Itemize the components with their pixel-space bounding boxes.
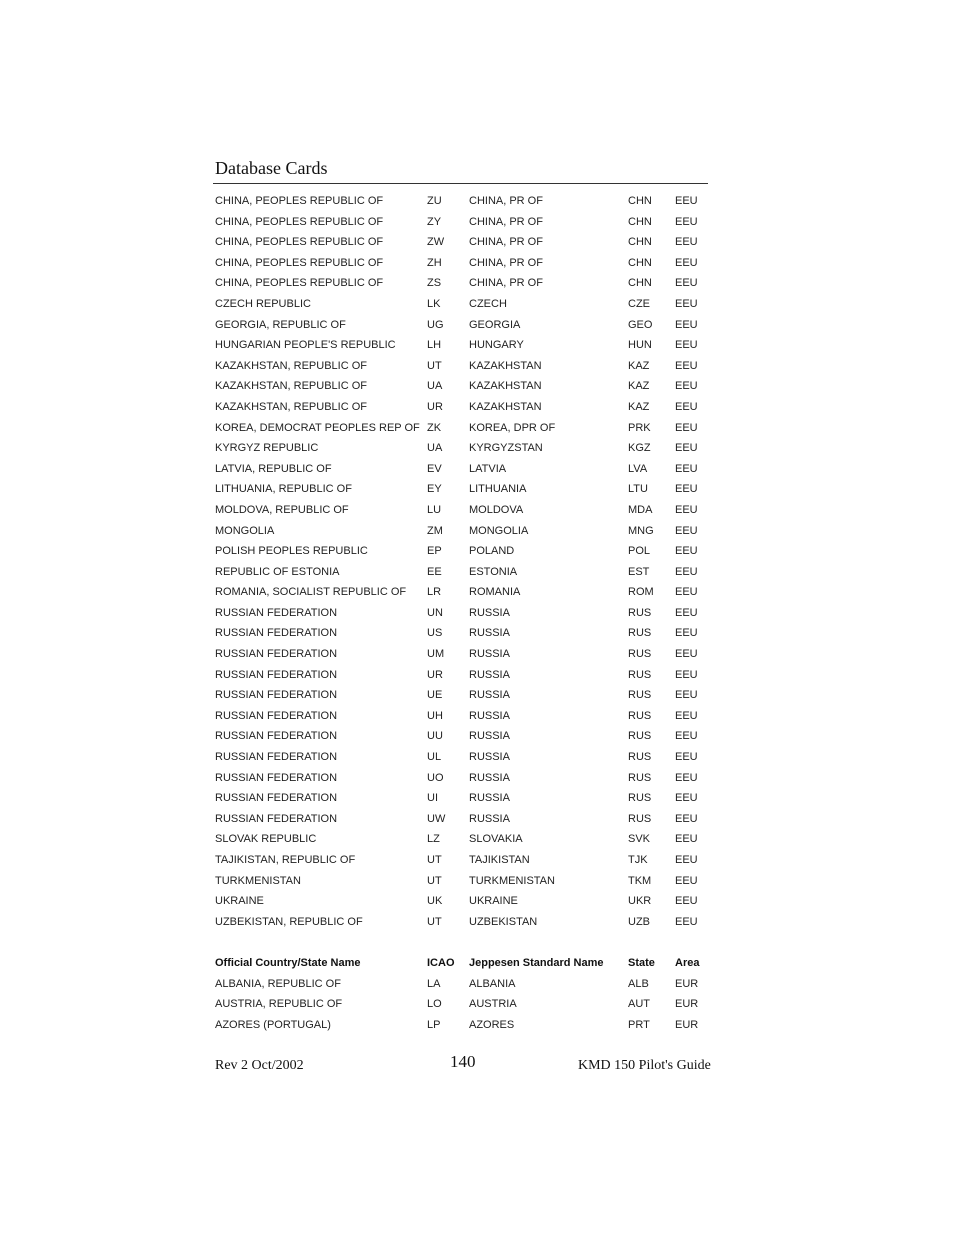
cell-jeppesen-name: RUSSIA	[469, 668, 510, 681]
cell-area-code: EEU	[675, 586, 698, 599]
cell-country-name: GEORGIA, REPUBLIC OF	[215, 318, 346, 331]
cell-country-name: KAZAKHSTAN, REPUBLIC OF	[215, 380, 367, 393]
table-row	[215, 582, 710, 603]
cell-area-code: EEU	[675, 236, 698, 249]
column-header-jeppesen: Jeppesen Standard Name	[469, 956, 604, 969]
cell-country-name: RUSSIAN FEDERATION	[215, 751, 338, 764]
cell-icao-code: UO	[427, 771, 444, 784]
cell-icao-code: EP	[427, 545, 442, 558]
cell-state-code: CZE	[628, 297, 650, 310]
cell-jeppesen-name: RUSSIA	[469, 606, 510, 619]
table-body-eur	[215, 974, 710, 1036]
title-rule	[213, 183, 708, 184]
cell-jeppesen-name: TAJIKISTAN	[469, 854, 530, 866]
cell-jeppesen-name: UZBEKISTAN	[469, 915, 538, 928]
cell-icao-code: ZM	[427, 524, 443, 537]
cell-jeppesen-name: POLAND	[469, 545, 515, 558]
table-row	[215, 212, 710, 233]
cell-jeppesen-name: KAZAKHSTAN	[469, 359, 542, 372]
cell-jeppesen-name: AUSTRIA	[469, 998, 517, 1011]
table-row	[215, 191, 710, 212]
cell-jeppesen-name: MOLDOVA	[469, 503, 524, 516]
footer-revision: Rev 2 Oct/2002	[215, 1058, 304, 1073]
cell-state-code: RUS	[628, 771, 652, 784]
cell-icao-code: EV	[427, 462, 442, 475]
cell-jeppesen-name: RUSSIA	[469, 812, 510, 825]
table-row	[215, 685, 710, 706]
cell-state-code: TJK	[628, 854, 648, 866]
cell-jeppesen-name: CHINA, PR OF	[469, 215, 543, 228]
table-row	[215, 809, 710, 830]
cell-icao-code: UG	[427, 318, 444, 331]
table-row	[215, 397, 710, 418]
cell-icao-code: LZ	[427, 833, 440, 846]
cell-area-code: EEU	[675, 751, 698, 764]
cell-jeppesen-name: ESTONIA	[469, 565, 518, 578]
cell-area-code: EEU	[675, 421, 698, 434]
cell-area-code: EEU	[675, 627, 698, 640]
cell-icao-code: ZW	[427, 236, 445, 249]
cell-state-code: KAZ	[628, 400, 650, 413]
table-row	[215, 891, 710, 912]
cell-area-code: EEU	[675, 297, 698, 310]
cell-jeppesen-name: LATVIA	[469, 462, 507, 475]
cell-icao-code: LR	[427, 586, 442, 599]
cell-area-code: EEU	[675, 895, 698, 908]
table-row	[215, 1015, 710, 1036]
column-header-icao: ICAO	[427, 956, 455, 969]
cell-country-name: LITHUANIA, REPUBLIC OF	[215, 483, 352, 496]
cell-icao-code: UI	[427, 792, 438, 805]
cell-area-code: EEU	[675, 442, 698, 455]
table-row	[215, 376, 710, 397]
cell-area-code: EEU	[675, 565, 698, 578]
cell-country-name: RUSSIAN FEDERATION	[215, 812, 338, 825]
cell-country-name: ROMANIA, SOCIALIST REPUBLIC OF	[215, 586, 407, 599]
cell-icao-code: LU	[427, 503, 442, 516]
cell-icao-code: ZK	[427, 421, 442, 434]
cell-state-code: PRK	[628, 421, 651, 434]
cell-icao-code: EE	[427, 565, 442, 578]
cell-area-code: EUR	[675, 1018, 699, 1031]
cell-jeppesen-name: TURKMENISTAN	[469, 874, 555, 887]
cell-icao-code: UA	[427, 442, 443, 455]
cell-state-code: PRT	[628, 1018, 650, 1031]
cell-country-name: RUSSIAN FEDERATION	[215, 606, 338, 619]
table-row	[215, 562, 710, 583]
cell-area-code: EEU	[675, 503, 698, 516]
cell-country-name: CHINA, PEOPLES REPUBLIC OF	[215, 236, 384, 249]
cell-jeppesen-name: RUSSIA	[469, 792, 510, 805]
cell-jeppesen-name: KAZAKHSTAN	[469, 380, 542, 393]
cell-jeppesen-name: MONGOLIA	[469, 524, 529, 537]
cell-jeppesen-name: RUSSIA	[469, 771, 510, 784]
cell-state-code: KAZ	[628, 359, 650, 372]
cell-country-name: KOREA, DEMOCRAT PEOPLES REP OF	[215, 421, 420, 434]
cell-area-code: EUR	[675, 998, 699, 1011]
cell-icao-code: UT	[427, 874, 442, 887]
cell-area-code: EEU	[675, 256, 698, 269]
cell-area-code: EEU	[675, 380, 698, 393]
cell-country-name: CHINA, PEOPLES REPUBLIC OF	[215, 256, 384, 269]
cell-country-name: KAZAKHSTAN, REPUBLIC OF	[215, 359, 367, 372]
table-row	[215, 726, 710, 747]
table-row	[215, 665, 710, 686]
cell-area-code: EUR	[675, 977, 699, 990]
table-row	[215, 418, 710, 439]
cell-country-name: UZBEKISTAN, REPUBLIC OF	[215, 915, 363, 928]
table-row	[215, 315, 710, 336]
cell-country-name: LATVIA, REPUBLIC OF	[215, 462, 332, 475]
cell-country-name: RUSSIAN FEDERATION	[215, 792, 338, 805]
table-row	[215, 273, 710, 294]
cell-country-name: CHINA, PEOPLES REPUBLIC OF	[215, 195, 384, 207]
cell-country-name: AUSTRIA, REPUBLIC OF	[215, 998, 343, 1011]
table-row	[215, 232, 710, 253]
table-row	[215, 974, 710, 995]
cell-area-code: EEU	[675, 524, 698, 537]
cell-country-name: POLISH PEOPLES REPUBLIC	[215, 545, 368, 558]
cell-area-code: EEU	[675, 359, 698, 372]
cell-country-name: KYRGYZ REPUBLIC	[215, 442, 319, 455]
cell-area-code: EEU	[675, 689, 698, 702]
section-gap	[215, 932, 710, 953]
cell-state-code: MNG	[628, 524, 654, 537]
cell-jeppesen-name: RUSSIA	[469, 730, 510, 743]
cell-state-code: CHN	[628, 236, 652, 249]
cell-jeppesen-name: KAZAKHSTAN	[469, 400, 542, 413]
cell-state-code: LTU	[628, 483, 648, 496]
cell-state-code: CHN	[628, 277, 652, 290]
cell-jeppesen-name: KYRGYZSTAN	[469, 442, 543, 455]
cell-country-name: ALBANIA, REPUBLIC OF	[215, 977, 341, 990]
cell-country-name: REPUBLIC OF ESTONIA	[215, 565, 340, 578]
cell-icao-code: UA	[427, 380, 443, 393]
cell-jeppesen-name: RUSSIA	[469, 689, 510, 702]
cell-jeppesen-name: CZECH	[469, 297, 507, 310]
cell-state-code: UKR	[628, 895, 652, 908]
cell-jeppesen-name: SLOVAKIA	[469, 833, 523, 846]
cell-state-code: RUS	[628, 627, 652, 640]
cell-country-name: SLOVAK REPUBLIC	[215, 833, 317, 846]
table-row	[215, 912, 710, 933]
cell-state-code: EST	[628, 565, 650, 578]
table-row	[215, 479, 710, 500]
table-header-row	[215, 953, 710, 974]
cell-icao-code: UH	[427, 709, 443, 722]
cell-country-name: MOLDOVA, REPUBLIC OF	[215, 503, 349, 516]
cell-icao-code: UE	[427, 689, 443, 702]
cell-state-code: AUT	[628, 998, 650, 1011]
cell-country-name: RUSSIAN FEDERATION	[215, 627, 338, 640]
cell-state-code: GEO	[628, 318, 653, 331]
cell-country-name: RUSSIAN FEDERATION	[215, 771, 338, 784]
cell-state-code: CHN	[628, 195, 652, 207]
page-title: Database Cards	[215, 158, 328, 178]
cell-icao-code: UR	[427, 400, 443, 413]
cell-jeppesen-name: CHINA, PR OF	[469, 195, 543, 207]
cell-area-code: EEU	[675, 854, 698, 866]
cell-jeppesen-name: GEORGIA	[469, 318, 521, 331]
cell-country-name: RUSSIAN FEDERATION	[215, 709, 338, 722]
cell-icao-code: US	[427, 627, 443, 640]
cell-area-code: EEU	[675, 874, 698, 887]
cell-state-code: TKM	[628, 874, 652, 887]
cell-area-code: EEU	[675, 709, 698, 722]
cell-country-name: RUSSIAN FEDERATION	[215, 668, 338, 681]
cell-state-code: ALB	[628, 977, 649, 990]
cell-icao-code: UT	[427, 854, 442, 866]
cell-area-code: EEU	[675, 915, 698, 928]
cell-country-name: CZECH REPUBLIC	[215, 297, 311, 310]
cell-jeppesen-name: RUSSIA	[469, 751, 510, 764]
cell-state-code: RUS	[628, 709, 652, 722]
cell-area-code: EEU	[675, 195, 698, 207]
cell-country-name: KAZAKHSTAN, REPUBLIC OF	[215, 400, 367, 413]
table-row	[215, 500, 710, 521]
cell-icao-code: UL	[427, 751, 442, 764]
table-row	[215, 438, 710, 459]
cell-state-code: SVK	[628, 833, 651, 846]
cell-country-name: HUNGARIAN PEOPLE'S REPUBLIC	[215, 339, 396, 352]
table-row	[215, 788, 710, 809]
cell-jeppesen-name: CHINA, PR OF	[469, 236, 543, 249]
cell-jeppesen-name: ALBANIA	[469, 977, 516, 990]
cell-icao-code: LO	[427, 998, 442, 1011]
cell-country-name: CHINA, PEOPLES REPUBLIC OF	[215, 277, 384, 290]
column-header-state: State	[628, 956, 655, 969]
cell-state-code: RUS	[628, 606, 652, 619]
table-row	[215, 253, 710, 274]
cell-icao-code: UR	[427, 668, 443, 681]
cell-area-code: EEU	[675, 318, 698, 331]
cell-country-name: TAJIKISTAN, REPUBLIC OF	[215, 854, 356, 866]
cell-area-code: EEU	[675, 606, 698, 619]
cell-area-code: EEU	[675, 545, 698, 558]
cell-state-code: MDA	[628, 503, 653, 516]
cell-state-code: KAZ	[628, 380, 650, 393]
cell-icao-code: UN	[427, 606, 443, 619]
cell-icao-code: UU	[427, 730, 443, 743]
table-row	[215, 829, 710, 850]
table-row	[215, 356, 710, 377]
table-row	[215, 623, 710, 644]
column-header-name: Official Country/State Name	[215, 956, 361, 969]
cell-jeppesen-name: CHINA, PR OF	[469, 256, 543, 269]
table-row	[215, 644, 710, 665]
cell-state-code: RUS	[628, 730, 652, 743]
cell-state-code: RUS	[628, 689, 652, 702]
table-row	[215, 994, 710, 1015]
cell-jeppesen-name: ROMANIA	[469, 586, 521, 599]
table-row	[215, 747, 710, 768]
cell-area-code: EEU	[675, 277, 698, 290]
cell-country-name: RUSSIAN FEDERATION	[215, 689, 338, 702]
cell-area-code: EEU	[675, 483, 698, 496]
cell-area-code: EEU	[675, 215, 698, 228]
cell-state-code: ROM	[628, 586, 654, 599]
cell-state-code: RUS	[628, 648, 652, 661]
cell-area-code: EEU	[675, 339, 698, 352]
cell-icao-code: ZY	[427, 215, 442, 228]
cell-icao-code: UK	[427, 895, 443, 908]
cell-country-name: RUSSIAN FEDERATION	[215, 730, 338, 743]
cell-state-code: RUS	[628, 668, 652, 681]
cell-area-code: EEU	[675, 668, 698, 681]
cell-jeppesen-name: HUNGARY	[469, 339, 524, 352]
cell-area-code: EEU	[675, 812, 698, 825]
cell-area-code: EEU	[675, 792, 698, 805]
cell-icao-code: UM	[427, 648, 445, 661]
cell-country-name: MONGOLIA	[215, 524, 275, 537]
cell-country-name: AZORES (PORTUGAL)	[215, 1018, 331, 1031]
cell-area-code: EEU	[675, 771, 698, 784]
cell-country-name: TURKMENISTAN	[215, 874, 301, 887]
cell-icao-code: LK	[427, 297, 441, 310]
cell-state-code: POL	[628, 545, 651, 558]
cell-area-code: EEU	[675, 462, 698, 475]
table-row	[215, 706, 710, 727]
cell-icao-code: UT	[427, 359, 442, 372]
cell-icao-code: LH	[427, 339, 442, 352]
cell-icao-code: ZH	[427, 256, 442, 269]
cell-country-name: RUSSIAN FEDERATION	[215, 648, 338, 661]
cell-state-code: UZB	[628, 915, 650, 928]
cell-area-code: EEU	[675, 400, 698, 413]
table-row	[215, 850, 710, 871]
cell-state-code: RUS	[628, 751, 652, 764]
table-row	[215, 541, 710, 562]
table-row	[215, 459, 710, 480]
cell-icao-code: LA	[427, 977, 441, 990]
cell-icao-code: ZS	[427, 277, 442, 290]
table-row	[215, 768, 710, 789]
cell-country-name: CHINA, PEOPLES REPUBLIC OF	[215, 215, 384, 228]
cell-icao-code: LP	[427, 1018, 441, 1031]
cell-jeppesen-name: LITHUANIA	[469, 483, 527, 496]
cell-state-code: LVA	[628, 462, 648, 475]
cell-country-name: UKRAINE	[215, 895, 264, 908]
cell-icao-code: EY	[427, 483, 442, 496]
cell-area-code: EEU	[675, 730, 698, 743]
cell-state-code: RUS	[628, 792, 652, 805]
cell-jeppesen-name: RUSSIA	[469, 627, 510, 640]
cell-jeppesen-name: KOREA, DPR OF	[469, 421, 556, 434]
cell-jeppesen-name: CHINA, PR OF	[469, 277, 543, 290]
cell-state-code: CHN	[628, 256, 652, 269]
cell-state-code: KGZ	[628, 442, 651, 455]
table-body-eeu	[215, 191, 710, 932]
table-row	[215, 603, 710, 624]
cell-state-code: RUS	[628, 812, 652, 825]
footer-page-number: 140	[450, 1052, 476, 1071]
cell-state-code: CHN	[628, 215, 652, 228]
cell-icao-code: UW	[427, 812, 446, 825]
cell-jeppesen-name: UKRAINE	[469, 895, 518, 908]
cell-jeppesen-name: RUSSIA	[469, 709, 510, 722]
column-header-area: Area	[675, 956, 700, 969]
table-row	[215, 521, 710, 542]
cell-jeppesen-name: AZORES	[469, 1018, 515, 1031]
table-row	[215, 294, 710, 315]
cell-icao-code: ZU	[427, 195, 442, 207]
cell-area-code: EEU	[675, 648, 698, 661]
cell-area-code: EEU	[675, 833, 698, 846]
cell-state-code: HUN	[628, 339, 652, 352]
cell-jeppesen-name: RUSSIA	[469, 648, 510, 661]
country-table	[215, 191, 710, 1035]
table-row	[215, 335, 710, 356]
footer-guide-title: KMD 150 Pilot's Guide	[578, 1058, 711, 1073]
table-row	[215, 871, 710, 892]
cell-icao-code: UT	[427, 915, 442, 928]
